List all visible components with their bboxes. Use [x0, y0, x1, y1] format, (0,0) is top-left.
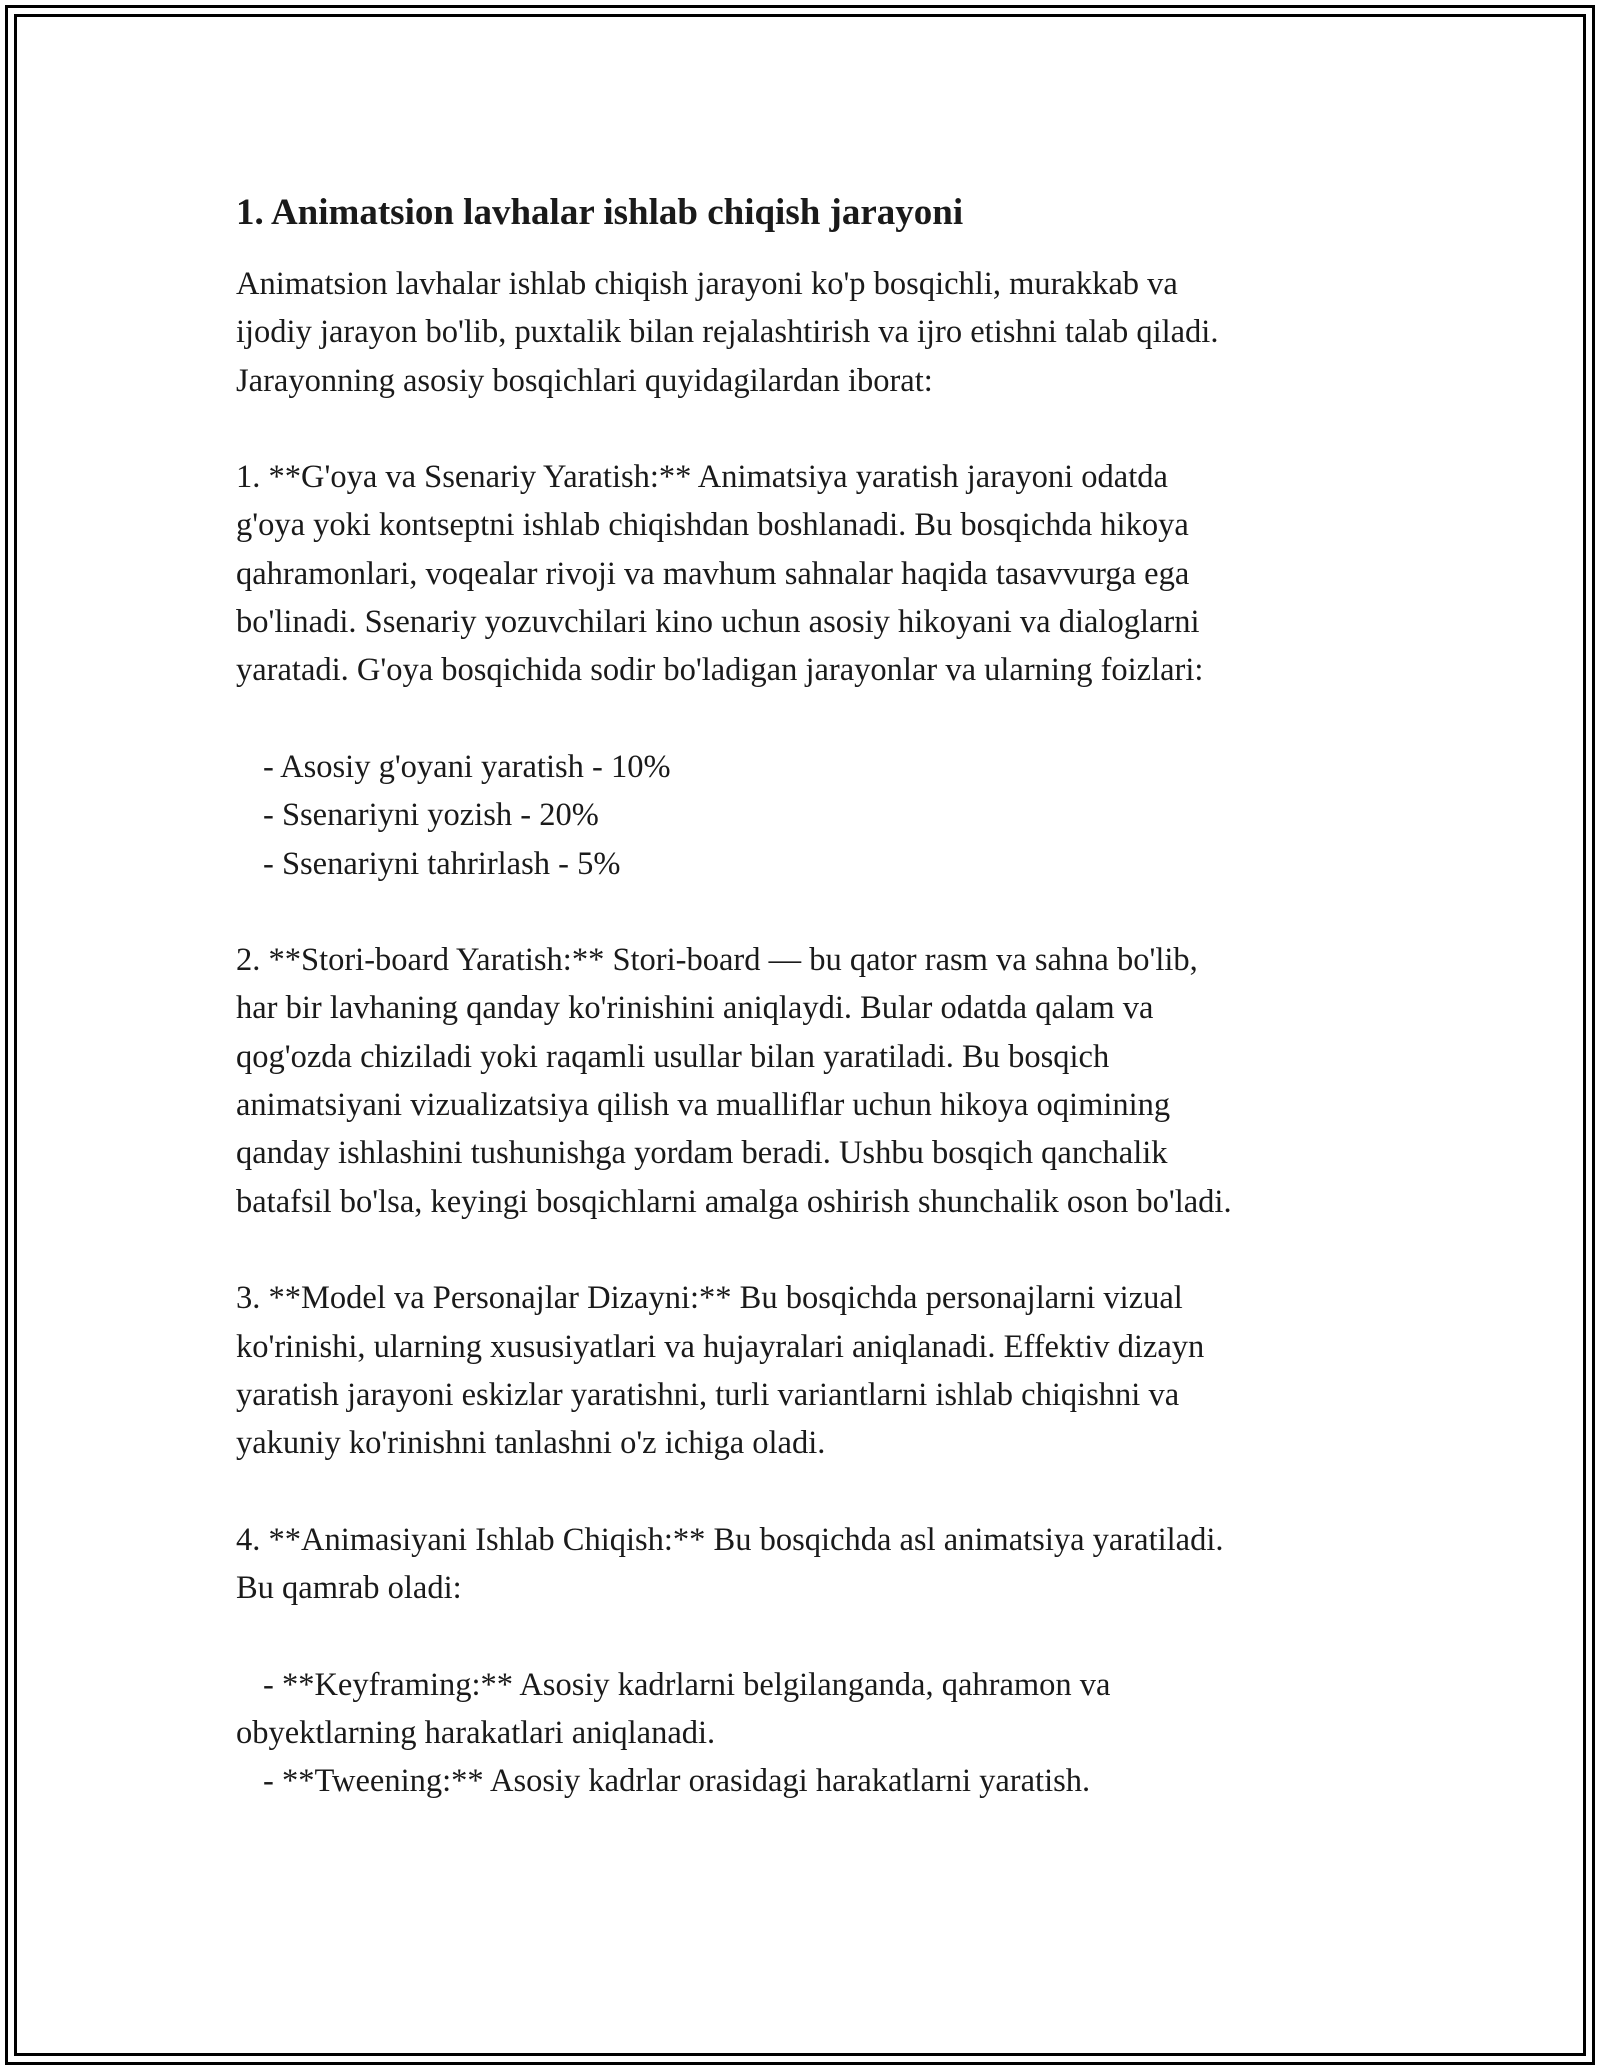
- text-line: 2. **Stori-board Yaratish:** Stori-board — bu qator rasm va sahna bo'lib,: [236, 942, 1198, 979]
- list-item: - Asosiy g'oyani yaratish - 10%: [263, 748, 671, 785]
- step-4-list: [236, 1661, 1386, 1806]
- step-4-paragraph: [236, 1516, 1386, 1613]
- text-line: Jarayonning asosiy bosqichlari quyidagilardan iborat:: [236, 362, 933, 399]
- paragraph-gap: [236, 1612, 1386, 1660]
- text-line: batafsil bo'lsa, keyingi bosqichlarni amalga oshirish shunchalik oson bo'ladi.: [236, 1183, 1232, 1220]
- text-line: qanday ishlashini tushunishga yordam beradi. Ushbu bosqich qanchalik: [236, 1135, 1168, 1172]
- intro-paragraph: [236, 260, 1386, 405]
- text-line: animatsiyani vizualizatsiya qilish va mualliflar uchun hikoya oqimining: [236, 1087, 1171, 1124]
- text-line: bo'linadi. Ssenariy yozuvchilari kino uchun asosiy hikoyani va dialoglarni: [236, 604, 1200, 641]
- list-item: - Ssenariyni tahrirlash - 5%: [263, 845, 621, 882]
- text-line: yaratadi. G'oya bosqichida sodir bo'ladigan jarayonlar va ularning foizlari:: [236, 652, 1204, 689]
- paragraph-gap: [236, 695, 1386, 743]
- document-body: [236, 186, 1386, 1806]
- text-line: 4. **Animasiyani Ishlab Chiqish:** Bu bosqichda asl animatsiya yaratiladi.: [236, 1521, 1224, 1558]
- text-line: Bu qamrab oladi:: [236, 1570, 462, 1607]
- text-line: ijodiy jarayon bo'lib, puxtalik bilan rejalashtirish va ijro etishni talab qiladi.: [236, 314, 1219, 351]
- step-2-paragraph: [236, 936, 1386, 1226]
- text-line: har bir lavhaning qanday ko'rinishini aniqlaydi. Bular odatda qalam va: [236, 990, 1154, 1027]
- step-1-paragraph: [236, 453, 1386, 694]
- text-line: yakuniy ko'rinishni tanlashni o'z ichiga oladi.: [236, 1425, 826, 1462]
- text-line: qog'ozda chiziladi yoki raqamli usullar bilan yaratiladi. Bu bosqich: [236, 1038, 1110, 1075]
- text-line: qahramonlari, voqealar rivoji va mavhum sahnalar haqida tasavvurga ega: [236, 555, 1190, 592]
- list-item: - **Keyframing:** Asosiy kadrlarni belgilanganda, qahramon va: [263, 1666, 1111, 1703]
- paragraph-gap: [236, 888, 1386, 936]
- step-3-paragraph: [236, 1274, 1386, 1467]
- paragraph-gap: [236, 1467, 1386, 1515]
- step-1-list: [236, 743, 1386, 888]
- text-line: g'oya yoki kontseptni ishlab chiqishdan boshlanadi. Bu bosqichda hikoya: [236, 507, 1189, 544]
- text-line: ko'rinishi, ularning xususiyatlari va hujayralari aniqlanadi. Effektiv dizayn: [236, 1328, 1205, 1365]
- list-item: - **Tweening:** Asosiy kadrlar orasidagi harakatlarni yaratish.: [263, 1763, 1091, 1800]
- text-line: Animatsion lavhalar ishlab chiqish jarayoni ko'p bosqichli, murakkab va: [236, 266, 1178, 302]
- document-title: 1. Animatsion lavhalar ishlab chiqish jarayoni: [236, 192, 964, 233]
- paragraph-gap: [236, 405, 1386, 453]
- list-item-continuation: obyektlarning harakatlari aniqlanadi.: [236, 1714, 716, 1751]
- paragraph-gap: [236, 1226, 1386, 1274]
- list-item: - Ssenariyni yozish - 20%: [263, 797, 599, 834]
- text-line: yaratish jarayoni eskizlar yaratishni, turli variantlarni ishlab chiqishni va: [236, 1376, 1180, 1413]
- text-line: 1. **G'oya va Ssenariy Yaratish:** Animatsiya yaratish jarayoni odatda: [236, 459, 1168, 496]
- text-line: 3. **Model va Personajlar Dizayni:** Bu bosqichda personajlarni vizual: [236, 1280, 1183, 1317]
